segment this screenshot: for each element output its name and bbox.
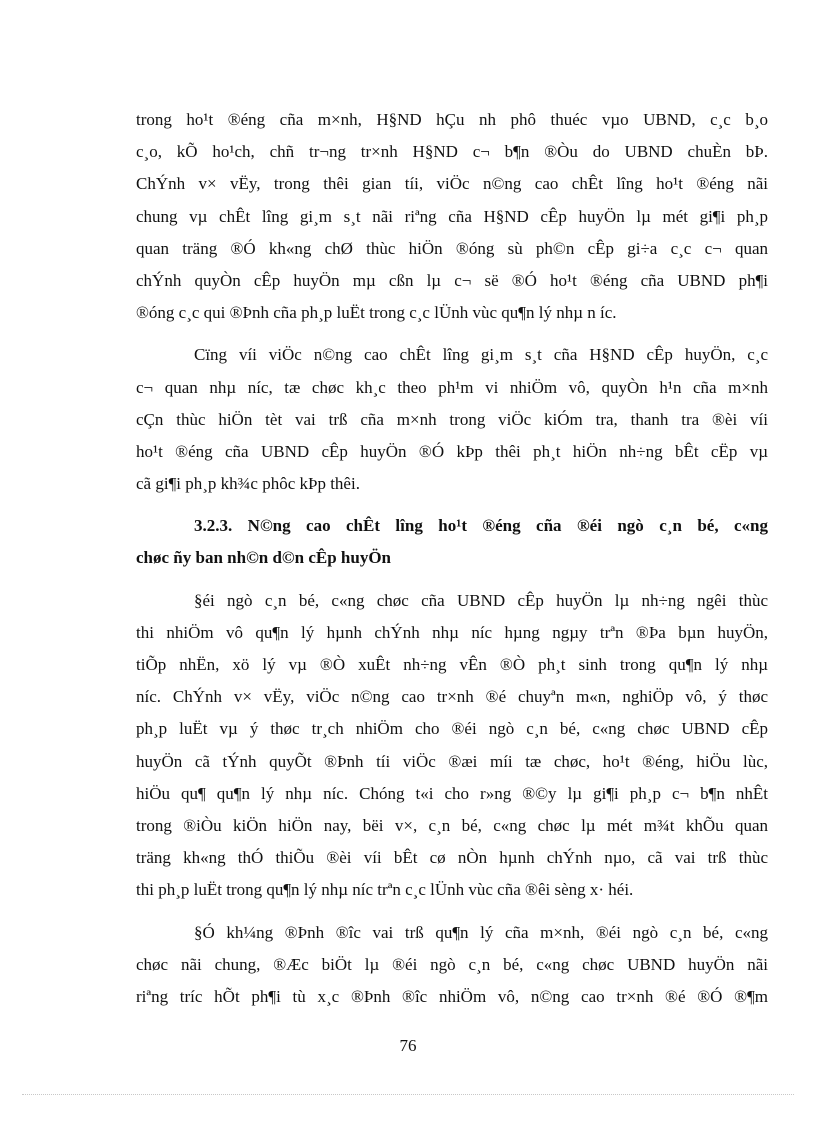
text-line: §éi ngò c¸n bé, c«ng chøc cña UBND cÊp huyÖn lµ nh÷ng ngêi thùc — [194, 590, 768, 610]
paragraph-3 — [136, 585, 768, 907]
text-line: cã gi¶i ph¸p kh¾c phôc kÞp thêi. — [136, 474, 360, 494]
text-line: ChÝnh v× vËy, trong thêi gian tíi, viÖc n©ng cao chÊt lîng ho¹t ®éng nãi — [136, 174, 768, 194]
text-line: quan träng ®Ó kh«ng chØ thùc hiÖn ®óng sù ph©n cÊp gi÷a c¸c c¬ quan — [136, 238, 768, 258]
text-line: ph¸p luËt vµ ý thøc tr¸ch nhiÖm cho ®éi ngò c¸n bé, c«ng chøc UBND cÊp — [136, 719, 768, 739]
text-line: cÇn thùc hiÖn tèt vai trß cña m×nh trong viÖc kiÓm tra, thanh tra ®èi víi — [136, 409, 768, 429]
text-line: riªng tríc hÕt ph¶i tù x¸c ®Þnh ®îc nhiÖm vô, n©ng cao tr×nh ®é ®Ó ®¶m — [136, 986, 768, 1006]
text-line: thi nhiÖm vô qu¶n lý hµnh chÝnh nhµ níc hµng ngµy trªn ®Þa bµn huyÖn, — [136, 622, 768, 642]
text-line: chøc nãi chung, ®Æc biÖt lµ ®éi ngò c¸n bé, c«ng chøc UBND huyÖn nãi — [136, 954, 768, 974]
text-line: c¬ quan nhµ níc, tæ chøc kh¸c theo ph¹m vi nhiÖm vô, quyÒn h¹n cña m×nh — [136, 377, 768, 397]
paragraph-1 — [136, 104, 768, 329]
text-line: chÝnh quyÒn cÊp huyÖn mµ cßn lµ c¬ së ®Ó ho¹t ®éng cña UBND ph¶i — [136, 270, 768, 290]
text-line: ho¹t ®éng cña UBND cÊp huyÖn ®Ó kÞp thêi ph¸t hiÖn nh÷ng bÊt cËp vµ — [136, 441, 768, 461]
text-line: tiÕp nhËn, xö lý vµ ®Ò xuÊt nh÷ng vÊn ®Ò ph¸t sinh trong qu¶n lý nhµ — [136, 655, 768, 674]
page-number: 76 — [399, 1036, 417, 1055]
text-line: trong ®iÒu kiÖn hiÖn nay, bëi v×, c¸n bé, c«ng chøc lµ mét m¾t khÕu quan — [136, 815, 768, 835]
text-line: trong ho¹t ®éng cña m×nh, H§ND hÇu nh phô thuéc vµo UBND, c¸c b¸o — [136, 110, 768, 129]
footer-dotted-rule — [22, 1094, 794, 1095]
text-line: hiÖu qu¶ qu¶n lý nhµ níc. Chóng t«i cho r»ng ®©y lµ gi¶i ph¸p c¬ b¶n nhÊt — [136, 783, 768, 803]
heading-line: chøc ñy ban nh©n d©n cÊp huyÖn — [136, 548, 392, 568]
text-line: träng kh«ng thÓ thiÕu ®èi víi bÊt cø nÒn hµnh chÝnh nµo, cã vai trß thùc — [136, 848, 768, 868]
section-heading — [136, 510, 768, 574]
paragraph-4 — [136, 917, 768, 1014]
text-line: §Ó kh¼ng ®Þnh ®îc vai trß qu¶n lý cña m×nh, ®éi ngò c¸n bé, c«ng — [194, 922, 768, 942]
text-line: Cïng víi viÖc n©ng cao chÊt lîng gi¸m s¸t cña H§ND cÊp huyÖn, c¸c — [194, 345, 768, 365]
text-line: c¸o, kÕ ho¹ch, chñ tr¬ng tr×nh H§ND c¬ b¶n ®Òu do UBND chuÈn bÞ. — [136, 142, 768, 162]
text-line: chung vµ chÊt lîng gi¸m s¸t nãi riªng cña H§ND cÊp huyÖn lµ mét gi¶i ph¸p — [136, 206, 768, 226]
text-line: thi ph¸p luËt trong qu¶n lý nhµ níc trªn c¸c lÜnh vùc cña ®êi sèng x· héi. — [136, 880, 634, 900]
paragraph-2 — [136, 339, 768, 500]
text-line: ®óng c¸c qui ®Þnh cña ph¸p luËt trong c¸c lÜnh vùc qu¶n lý nhµ n íc. — [136, 303, 617, 323]
text-line: níc. ChÝnh v× vËy, viÖc n©ng cao tr×nh ®é chuyªn m«n, nghiÖp vô, ý thøc — [136, 687, 768, 707]
heading-line: 3.2.3. N©ng cao chÊt lîng ho¹t ®éng cña ®éi ngò c¸n bé, c«ng — [194, 516, 768, 536]
body-text — [136, 104, 768, 1013]
text-line: huyÖn cã tÝnh quyÕt ®Þnh tíi viÖc ®æi míi tæ chøc, ho¹t ®éng, hiÖu lùc, — [136, 751, 768, 771]
